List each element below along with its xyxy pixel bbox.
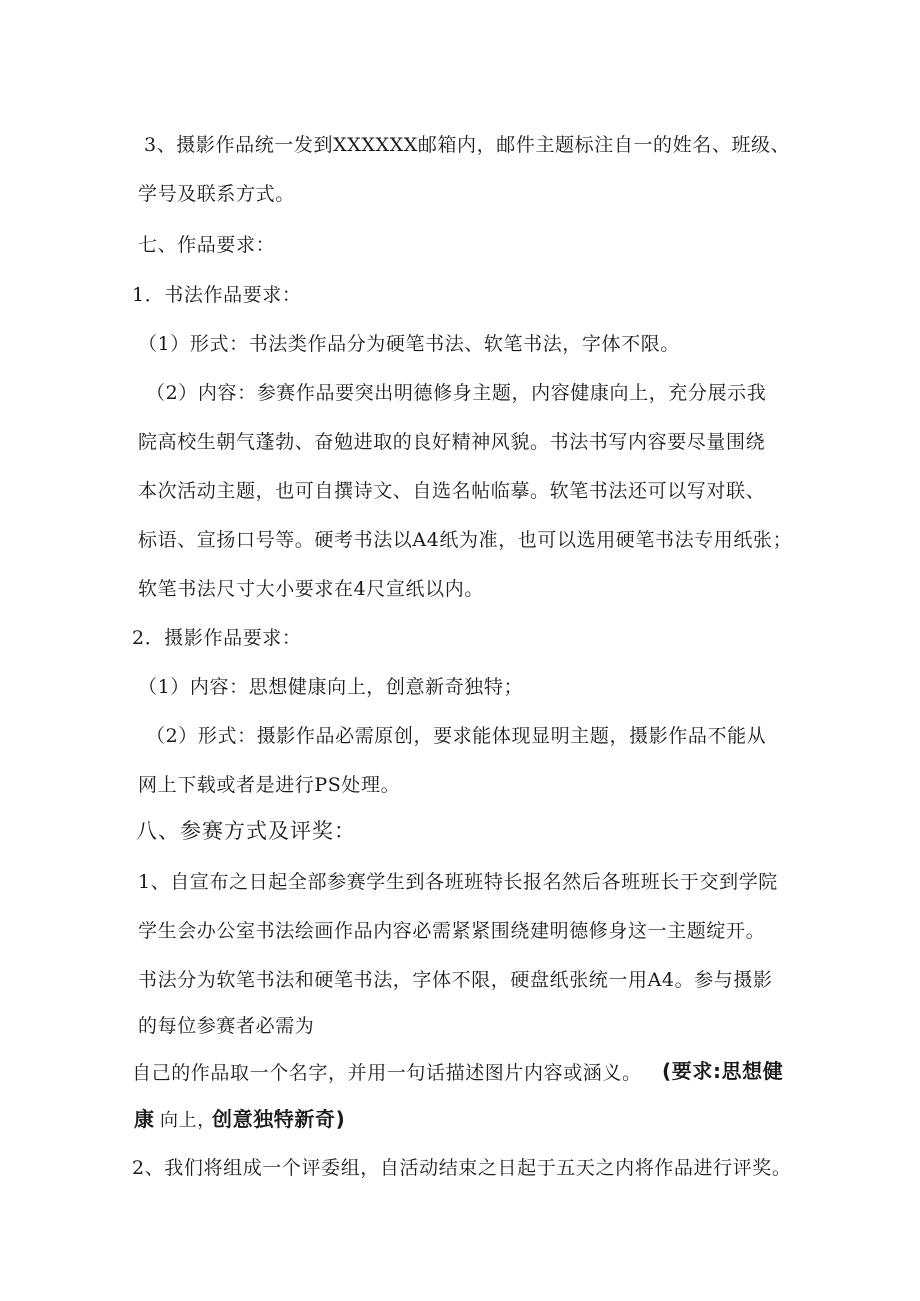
requirement-note: 康 — [134, 1107, 155, 1131]
paragraph-line: 1、自宣布之日起全部参赛学生到各班班特长报名然后各班班长于交到学院 — [138, 871, 778, 893]
section-heading-7: 七、作品要求： — [138, 234, 276, 256]
paragraph-line: （1）内容：思想健康向上，创意新奇独特； — [138, 676, 524, 698]
section-heading-8: 八、参赛方式及评奖： — [136, 819, 356, 843]
paragraph-line: 2、我们将组成一个评委组，自活动结束之日起于五天之内将作品进行评奖。 — [132, 1157, 792, 1179]
paragraph-line: 本次活动主题，也可自撰诗文、自选名帖临摹。软笔书法还可以写对联、 — [138, 480, 766, 502]
paragraph-line: 的每位参赛者必需为 — [138, 1015, 315, 1037]
requirement-note: 创意独特新奇) — [212, 1107, 346, 1131]
paragraph-line: 3、摄影作品统一发到XXXXXX邮箱内，邮件主题标注自一的姓名、班级、 — [144, 134, 791, 156]
paragraph-line: 自己的作品取一个名字，并用一句话描述图片内容或涵义。 — [132, 1062, 642, 1084]
paragraph-line: 学生会办公室书法绘画作品内容必需紧紧围绕建明德修身这一主题绽开。 — [138, 920, 766, 942]
paragraph-line: 院高校生朝气蓬勃、奋勉进取的良好精神风貌。书法书写内容要尽量围绕 — [138, 431, 766, 453]
paragraph-line: 书法分为软笔书法和硬笔书法，字体不限，硬盘纸张统一用A4。参与摄影 — [138, 969, 773, 991]
requirement-note: 向上， — [160, 1110, 216, 1131]
paragraph-line: （2）形式：摄影作品必需原创，要求能体现显明主题，摄影作品不能从 — [146, 725, 767, 747]
paragraph-line: （1）形式：书法类作品分为硬笔书法、软笔书法，字体不限。 — [138, 333, 680, 355]
requirement-note: (要求:思想健 — [662, 1059, 784, 1083]
paragraph-line: 标语、宣扬口号等。硬考书法以A4纸为准，也可以选用硬笔书法专用纸张； — [138, 529, 793, 551]
paragraph-line: 学号及联系方式。 — [138, 183, 295, 205]
paragraph-line: （2）内容：参赛作品要突出明德修身主题，内容健康向上，充分展示我 — [146, 382, 767, 404]
paragraph-line: 网上下载或者是进行PS处理。 — [138, 774, 401, 796]
paragraph-line: 软笔书法尺寸大小要求在4尺宣纸以内。 — [138, 578, 484, 600]
subsection-heading: 2．摄影作品要求： — [132, 627, 302, 649]
subsection-heading: 1．书法作品要求： — [132, 284, 302, 306]
